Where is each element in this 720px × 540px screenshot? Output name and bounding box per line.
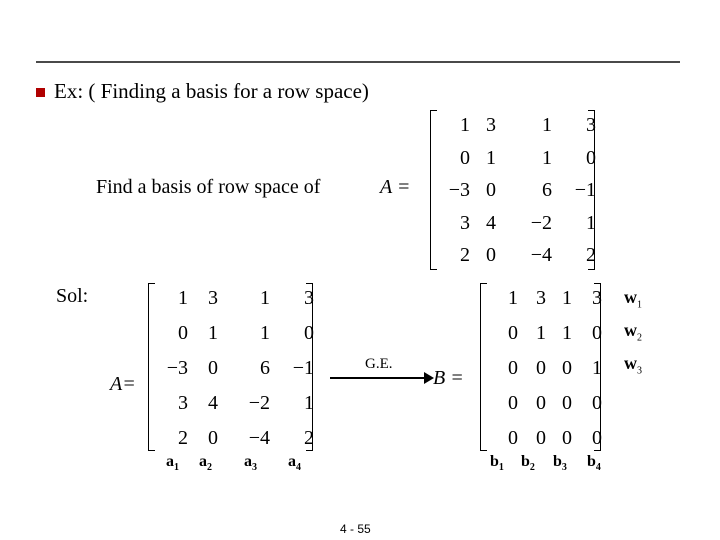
matrix-cell: 0 <box>460 146 470 169</box>
matrix-cell: 0 <box>586 146 596 169</box>
slide-title: Ex: ( Finding a basis for a row space) <box>54 79 369 103</box>
matrix-cell: −1 <box>574 179 596 201</box>
matrix-cell: 3 <box>486 114 496 136</box>
matrix-cell: 0 <box>304 322 314 344</box>
matrix-cell: 1 <box>562 322 572 344</box>
matrix-cell: −2 <box>530 211 552 234</box>
matrix-cell: 0 <box>562 392 572 414</box>
matrix-a <box>148 283 314 449</box>
matrix-cell: 4 <box>486 211 496 234</box>
matrix-cell: 3 <box>592 287 602 309</box>
arrow-label: G.E. <box>365 356 393 372</box>
matrix-cell: 0 <box>562 357 572 379</box>
matrix-cell: 0 <box>536 392 546 414</box>
problem-statement: Find a basis of row space of <box>96 176 321 198</box>
matrix-cell: 1 <box>508 287 518 309</box>
matrix-cell: 0 <box>592 322 602 344</box>
matrix-cell: 1 <box>178 287 188 309</box>
matrix-cell: −3 <box>448 179 470 201</box>
solution-label: Sol: <box>56 285 89 307</box>
matrix-cell: 3 <box>586 114 596 136</box>
column-vector-label: $b_3$ <box>553 453 567 474</box>
matrix-cell: 0 <box>508 322 518 344</box>
row-vector-label: $w_1$ <box>624 287 642 311</box>
matrix-cell: 3 <box>208 287 218 309</box>
matrix-cell: 1 <box>542 146 552 169</box>
matrix-a-label: A= <box>110 373 136 395</box>
matrix-cell: 2 <box>178 427 188 449</box>
left-bracket <box>480 283 487 451</box>
matrix-cell: 0 <box>208 427 218 449</box>
matrix-cell: 6 <box>260 357 270 379</box>
matrix-cell: 1 <box>542 114 552 136</box>
matrix-cell: 6 <box>542 179 552 201</box>
column-vector-label: $a_3$ <box>244 453 257 474</box>
page-number: 4 - 55 <box>340 522 371 536</box>
matrix-cell: 0 <box>562 427 572 449</box>
matrix-cell: 0 <box>536 357 546 379</box>
column-vector-label: $b_2$ <box>521 453 535 474</box>
matrix-cell: 1 <box>208 322 218 344</box>
matrix-cell: 0 <box>508 357 518 379</box>
row-vector-label: $w_2$ <box>624 320 642 344</box>
matrix-cell: 2 <box>460 244 470 266</box>
header-rule <box>36 61 680 63</box>
matrix-cell: 0 <box>508 427 518 449</box>
matrix-cell: 0 <box>592 392 602 414</box>
matrix-cell: 3 <box>460 211 470 234</box>
matrix-cell: 0 <box>208 357 218 379</box>
matrix-cell: 0 <box>178 322 188 344</box>
matrix-cell: 1 <box>260 322 270 344</box>
matrix-b <box>480 283 602 449</box>
matrix-cell: 1 <box>460 114 470 136</box>
matrix-cell: 2 <box>304 427 314 449</box>
column-vector-label: $a_2$ <box>199 453 212 474</box>
column-vector-label: $b_4$ <box>587 453 601 474</box>
matrix-cell: 1 <box>536 322 546 344</box>
column-vector-label: $a_1$ <box>166 453 179 474</box>
matrix-cell: −4 <box>248 427 270 449</box>
gaussian-elimination-arrow <box>330 377 430 379</box>
matrix-cell: 1 <box>562 287 572 309</box>
matrix-cell: −4 <box>530 244 552 266</box>
matrix-cell: −1 <box>292 357 314 379</box>
problem-matrix-label: A = <box>380 176 411 198</box>
matrix-b-label: B = <box>433 367 464 389</box>
column-vector-label: $b_1$ <box>490 453 504 474</box>
matrix-cell: 4 <box>208 392 218 414</box>
matrix-cell: 0 <box>508 392 518 414</box>
matrix-cell: 0 <box>486 179 496 201</box>
matrix-cell: 1 <box>586 211 596 234</box>
matrix-cell: 0 <box>536 427 546 449</box>
problem-matrix <box>430 110 596 268</box>
matrix-cell: 0 <box>486 244 496 266</box>
matrix-cell: 2 <box>586 244 596 266</box>
matrix-cell: 3 <box>536 287 546 309</box>
column-vector-label: $a_4$ <box>288 453 301 474</box>
row-vector-label: $w_3$ <box>624 353 642 377</box>
left-bracket <box>430 110 437 270</box>
bullet-square-icon <box>36 88 45 97</box>
matrix-cell: 3 <box>304 287 314 309</box>
matrix-cell: 3 <box>178 392 188 414</box>
matrix-cell: 1 <box>592 357 602 379</box>
matrix-cell: −3 <box>166 357 188 379</box>
matrix-cell: 1 <box>304 392 314 414</box>
matrix-cell: 0 <box>592 427 602 449</box>
matrix-cell: 1 <box>260 287 270 309</box>
matrix-cell: −2 <box>248 392 270 414</box>
left-bracket <box>148 283 155 451</box>
matrix-cell: 1 <box>486 146 496 169</box>
